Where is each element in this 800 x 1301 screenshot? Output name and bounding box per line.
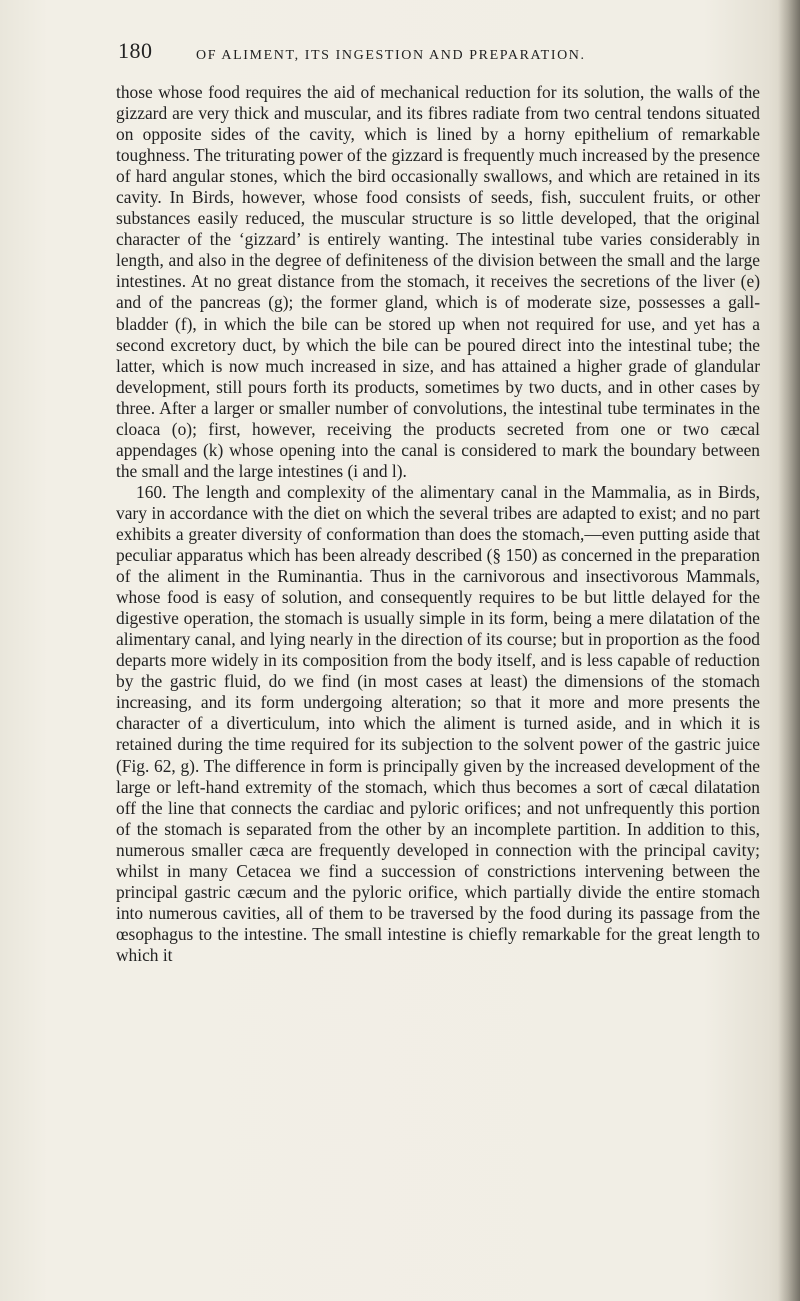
- page-header: [118, 34, 758, 70]
- running-title: OF ALIMENT, ITS INGESTION AND PREPARATION.: [196, 48, 586, 63]
- body-text: [116, 82, 760, 966]
- page-number: 180: [118, 38, 153, 63]
- paragraph: those whose food requires the aid of mechanical reduction for its solution, the walls of the gizzard are very thick and muscular, and its fibres radiate from two central tendons situated on opposite sides of the cavity, which is lined by a horny epithelium of remarkable toughness. The triturating power of the gizzard is frequently much increased by the presence of hard angular stones, which the bird occasionally swallows, and which are retained in its cavity. In Birds, however, whose food consists of seeds, fish, succulent fruits, or other substances easily reduced, the muscular structure is so little developed, that the original character of the ‘gizzard’ is entirely wanting. The intestinal tube varies considerably in length, and also in the degree of definiteness of the division between the small and the large intestines. At no great distance from the stomach, it receives the secretions of the liver (e) and of the pancreas (g); the former gland, which is of moderate size, possesses a gall-bladder (f), in which the bile can be stored up when not required for use, and yet has a second excretory duct, by which the bile can be poured direct into the intestinal tube; the latter, which is now much increased in size, and has attained a higher grade of glandular development, still pours forth its products, sometimes by two ducts, and in other cases by three. After a larger or smaller number of convolutions, the intestinal tube terminates in the cloaca (o); first, however, receiving the products secreted from one or two cæcal appendages (k) whose opening into the canal is considered to mark the boundary between the small and the large intestines (i and l).: [116, 82, 760, 481]
- page-binding-shadow: [778, 0, 800, 1301]
- paragraph: 160. The length and complexity of the alimentary canal in the Mammalia, as in Birds, vary in accordance with the diet on which the several tribes are adapted to exist; and no part exhibits a greater diversity of conformation than does the stomach,—even putting aside that peculiar apparatus which has been already described (§ 150) as concerned in the preparation of the aliment in the Ruminantia. Thus in the carnivorous and insectivorous Mammals, whose food is easy of solution, and consequently requires to be but little delayed for the digestive operation, the stomach is usually simple in its form, being a mere dilatation of the alimentary canal, and lying nearly in the direction of its course; but in proportion as the food departs more widely in its composition from the body itself, and is less capable of reduction by the gastric fluid, do we find (in most cases at least) the dimensions of the stomach increasing, and its form undergoing alteration; so that it more and more presents the character of a diverticulum, into which the aliment is turned aside, and in which it is retained during the time required for its subjection to the solvent power of the gastric juice (Fig. 62, g). The difference in form is principally given by the increased development of the large or left-hand extremity of the stomach, which thus becomes a sort of cæcal dilatation off the line that connects the cardiac and pyloric orifices; and not unfrequently this portion of the stomach is separated from the other by an incomplete partition. In addition to this, numerous smaller cæca are frequently developed in connection with the principal cavity; whilst in many Cetacea we find a succession of constrictions intervening between the principal gastric cæcum and the pyloric orifice, which partially divide the entire stomach into numerous cavities, all of them to be traversed by the food during its passage from the œsophagus to the intestine. The small intestine is chiefly remarkable for the great length to which it: [116, 481, 760, 965]
